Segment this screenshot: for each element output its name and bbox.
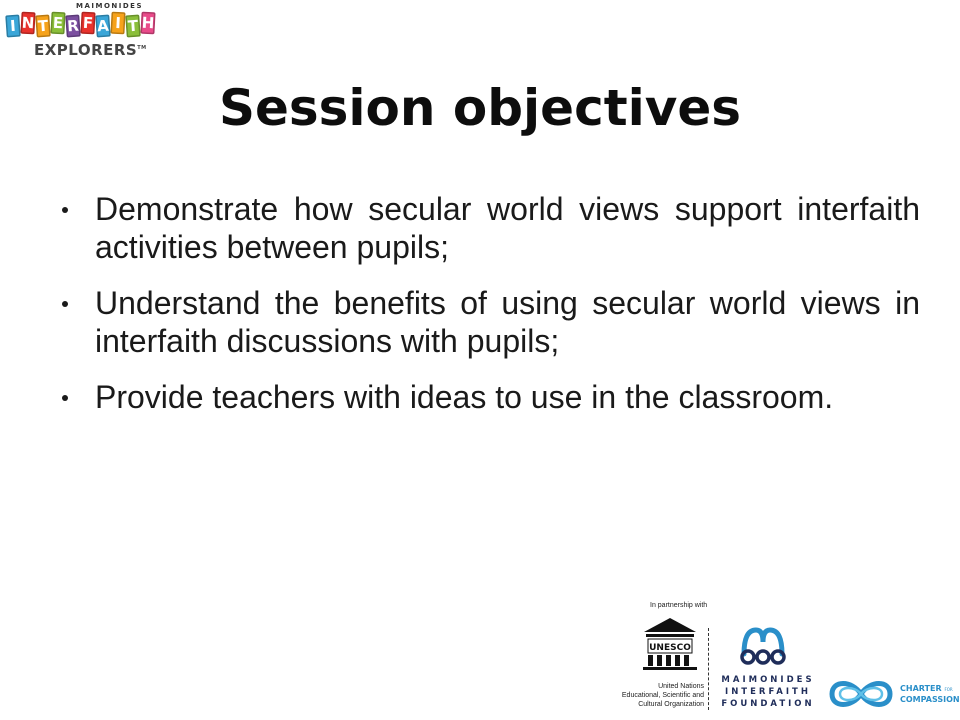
- unesco-line-2: Educational, Scientific and: [621, 692, 704, 699]
- logo-letter-tile: N: [20, 12, 35, 35]
- objective-item: [58, 284, 920, 360]
- bullet-dot-icon: [62, 395, 68, 401]
- charter-line-2: COMPASSION: [900, 695, 960, 704]
- logo-letter-tile: F: [80, 12, 95, 35]
- maimonides-line-1: MAIMONIDES: [721, 675, 815, 685]
- logo-letter-tile: I: [110, 12, 125, 35]
- logo-trademark: TM: [137, 45, 147, 51]
- unesco-line-3: Cultural Organization: [638, 701, 704, 708]
- charter-for-compassion-name: [900, 684, 960, 705]
- bullet-dot-icon: [62, 207, 68, 213]
- maimonides-line-3: FOUNDATION: [721, 699, 815, 709]
- objective-text: Understand the benefits of using secular world views in interfaith discussions with pupils;: [95, 285, 920, 359]
- objectives-list: [58, 190, 920, 434]
- objective-text: Demonstrate how secular world views support interfaith activities between pupils;: [95, 191, 920, 265]
- logo-letter-tile: T: [35, 15, 51, 38]
- objective-item: [58, 378, 920, 416]
- logo-letter-tile: H: [140, 12, 155, 35]
- logo-supra-text: MAIMONIDES: [76, 2, 144, 10]
- objective-item: [58, 190, 920, 266]
- slide-title: Session objectives: [218, 79, 742, 137]
- partner-logos: [596, 598, 960, 720]
- objective-text: Provide teachers with ideas to use in the classroom.: [95, 379, 834, 415]
- charter-line-1: CHARTER: [900, 684, 942, 693]
- maimonides-line-2: INTERFAITH: [725, 687, 811, 697]
- unesco-name: [596, 682, 704, 709]
- logo-letter-tiles: [6, 13, 155, 35]
- unesco-emblem-text: UNESCO: [649, 643, 691, 653]
- maimonides-foundation-logo-icon: [736, 624, 790, 666]
- logo-letter-tile: T: [125, 15, 141, 38]
- charter-line-1-small: FOR: [944, 687, 953, 692]
- partner-divider: [708, 628, 709, 710]
- logo-letter-tile: E: [50, 12, 65, 35]
- logo-sub-text: [34, 41, 147, 59]
- maimonides-foundation-name: [718, 674, 818, 710]
- bullet-dot-icon: [62, 301, 68, 307]
- logo-letter-tile: I: [5, 15, 21, 38]
- charter-for-compassion-infinity-icon: [828, 678, 894, 710]
- logo-letter-tile: A: [95, 15, 111, 38]
- interfaith-explorers-logo: [6, 0, 166, 64]
- unesco-temple-icon: [640, 616, 700, 672]
- unesco-line-1: United Nations: [658, 683, 704, 690]
- logo-sub-word: EXPLORERS: [34, 41, 138, 59]
- logo-letter-tile: R: [65, 15, 81, 38]
- in-partnership-label: In partnership with: [650, 602, 708, 609]
